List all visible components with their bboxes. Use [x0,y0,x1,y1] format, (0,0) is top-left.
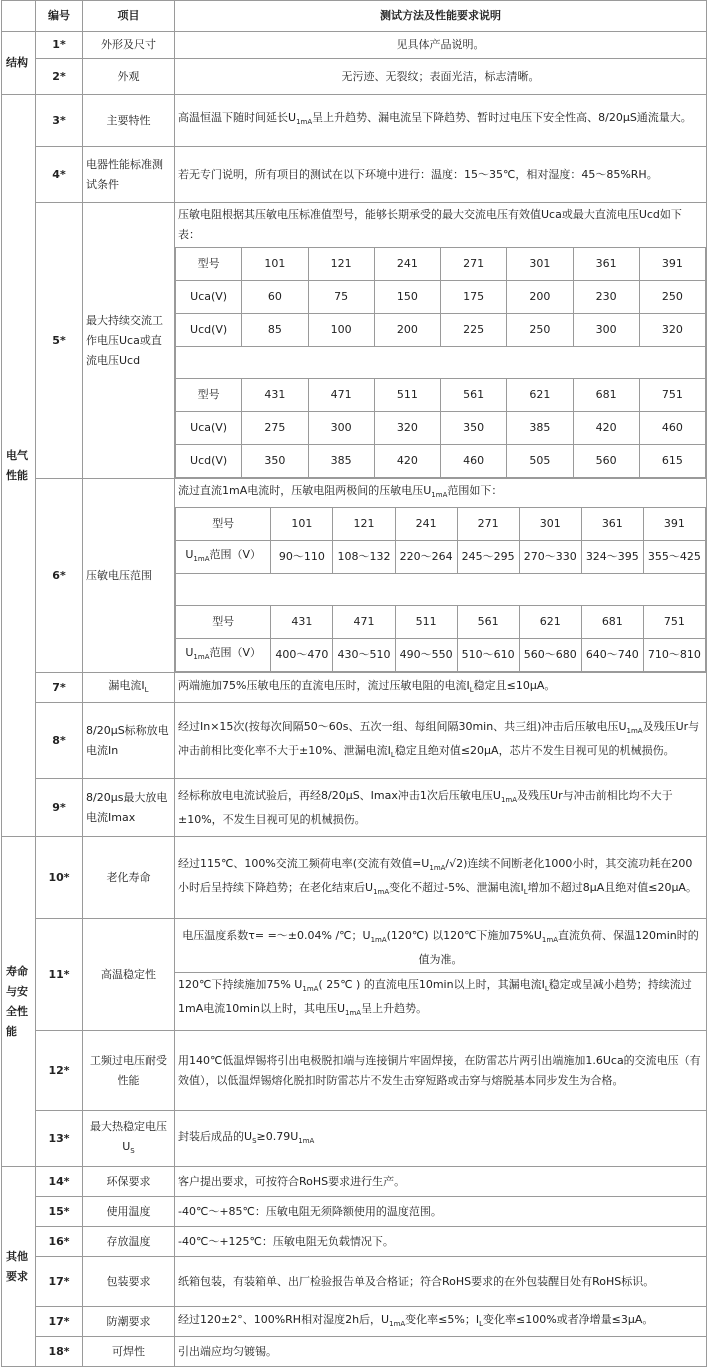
row-num: 18* [36,1337,83,1367]
sub-table-cell: 60 [242,281,308,314]
sub-table-cell: 101 [242,248,308,281]
sub-table-cell: 460 [639,412,705,445]
sub-table-cell: 301 [519,508,581,541]
sub-table-cell: 391 [643,508,705,541]
sub-table-cell: 361 [573,248,639,281]
sub-table-cell: 460 [441,445,507,478]
subscript-text: 1mA [193,653,210,662]
row-item: 使用温度 [83,1197,175,1227]
text-fragment: 增加不超过8μA且绝对值≤20μA。 [527,880,697,894]
row-num: 10* [36,837,83,919]
sub-table-cell: 324～395 [581,541,643,574]
row-item: 高温稳定性 [83,919,175,1031]
sub-table-cell: 250 [639,281,705,314]
text-fragment: 120℃下持续施加75% U [178,978,303,992]
row-num: 3* [36,95,83,147]
sub-table-cell: 615 [639,445,705,478]
row-num: 9* [36,779,83,837]
text-fragment: 呈上升趋势、漏电流呈下降趋势、暂时过电压下安全性高、8/20μS通流量大。 [312,111,692,125]
stability-note [175,973,706,1025]
sub-table-cell: 200 [507,281,573,314]
table-row [2,919,707,1031]
category-electrical: 电气性能 [2,95,36,837]
sub-table-cell: 511 [374,379,440,412]
text-fragment: 变化率≤100%或者净增量≤3μA。 [483,1312,654,1326]
header-num: 编号 [36,1,83,32]
row-desc: 用140℃低温焊锡将引出电极脱扣端与连接铜片牢固焊接，在防雷芯片两引出端施加1.6Uca的交流电压（有效值），以低温焊锡熔化脱扣时防雷芯片不发生击穿短路或击穿与熔脱基本同步发生为合格。 [175,1031,707,1111]
text-fragment: 漏电流I [108,678,145,692]
row-desc: 无污迹、无裂纹；表面光洁，标志清晰。 [175,59,707,95]
row-desc: 引出端应均匀镀锡。 [175,1337,707,1367]
text-fragment: 经过In×15次(按每次间隔50～60s、五次一组、每组间隔30min、共三组)冲击后压敏电压U [178,719,627,733]
text-fragment: 变化不超过-5%、泄漏电流I [389,880,524,894]
sub-table-cell: 220～264 [395,541,457,574]
ucd-row [176,314,706,347]
row-desc: 客户提出要求，可按符合RoHS要求进行生产。 [175,1167,707,1197]
row-desc [175,703,707,779]
header-category [2,1,36,32]
row-item [83,673,175,703]
row-item: 电器性能标准测试条件 [83,147,175,203]
sub-table-cell: 85 [242,314,308,347]
sub-table-cell: 225 [441,314,507,347]
sub-table-cell: 175 [441,281,507,314]
table-row [2,1197,707,1227]
sub-table-cell: Uca(V) [176,412,242,445]
uca-cell [175,203,707,479]
sub-table-cell: 681 [581,606,643,639]
row-item: 防潮要求 [83,1307,175,1337]
spacer [175,347,706,378]
sub-table-cell: 350 [242,445,308,478]
sub-table-cell: 241 [395,508,457,541]
row-num: 6* [36,479,83,673]
table-row [2,837,707,919]
sub-table-cell: 710～810 [643,639,705,672]
sub-table-cell: 751 [639,379,705,412]
range-model-row [176,606,706,639]
row-desc: -40℃～+85℃：压敏电阻无须降额使用的温度范围。 [175,1197,707,1227]
subscript-text: 1mA [302,985,319,994]
text-fragment: ( 25℃ ) 的直流电压10min以上时，其漏电流I [318,978,545,992]
text-fragment: U [185,646,194,660]
text-fragment: /√2)连续不间断老化1000小时，其交流功耗在200小时后呈持续下降趋势；在老化结束后U [178,856,693,894]
sub-table-cell: 621 [507,379,573,412]
table-row [2,479,707,673]
sub-table-cell: 430～510 [333,639,395,672]
sub-table-cell: 561 [441,379,507,412]
sub-table-cell: 型号 [176,606,271,639]
row-item: 8/20μS标称放电电流In [83,703,175,779]
sub-table-cell: 751 [643,606,705,639]
text-fragment: 直流负荷、保温120min时的值为准。 [418,928,699,967]
subscript-text: 1mA [193,555,210,564]
sub-table-cell: 121 [333,508,395,541]
table-row [2,95,707,147]
row-desc [175,95,707,147]
row-item: 环保要求 [83,1167,175,1197]
sub-table-cell: 300 [573,314,639,347]
row-desc [175,1111,707,1167]
subscript-text: 1mA [431,491,448,500]
row-item [83,1111,175,1167]
table-row [2,1111,707,1167]
table-row [2,1167,707,1197]
ucd-row [176,445,706,478]
sub-table-cell: 681 [573,379,639,412]
row-item: 8/20μs最大放电电流Imax [83,779,175,837]
subscript-text: 1mA [345,1009,362,1018]
subscript-text: L [544,985,549,994]
text-fragment: 稳定且≤10μA。 [473,678,556,692]
sub-table-cell: 271 [457,508,519,541]
subscript-text: 1mA [429,863,446,872]
sub-table-cell: 560 [573,445,639,478]
table-row [2,1257,707,1307]
subscript-text: 1mA [298,1136,315,1145]
subscript-text: 1mA [296,118,313,127]
text-fragment: 经过120±2°、100%RH相对湿度2h后，U [178,1312,390,1326]
text-fragment: 及残压Ur与冲击前相比均不大于±10%，不发生目视可见的机械损伤。 [178,788,673,826]
row-item: 压敏电压范围 [83,479,175,673]
row-num: 11* [36,919,83,1031]
row-desc: 见具体产品说明。 [175,32,707,59]
subscript-text: 1mA [373,887,390,896]
sub-table-cell: 505 [507,445,573,478]
subscript-text: 1mA [626,726,643,735]
subscript-text: L [469,685,474,694]
text-fragment: 经过115℃、100%交流工频荷电率(交流有效值=U [178,856,430,870]
table-row [2,1031,707,1111]
sub-table-cell: 100 [308,314,374,347]
sub-table-cell: 271 [441,248,507,281]
sub-table-cell: Ucd(V) [176,445,242,478]
sub-table-cell: 355～425 [643,541,705,574]
row-desc [175,479,706,507]
text-fragment: 稳定或呈减小趋势；持续流过1mA电流10min以上时，其电压U [178,978,692,1016]
sub-table-cell: 121 [308,248,374,281]
row-item: 可焊性 [83,1337,175,1367]
sub-table-cell: 471 [333,606,395,639]
sub-table-cell: 560～680 [519,639,581,672]
sub-table-cell: 431 [271,606,333,639]
row-num: 4* [36,147,83,203]
sub-table-cell: 471 [308,379,374,412]
uca-row [176,412,706,445]
range-table-1 [175,507,706,574]
sub-table-cell: 361 [581,508,643,541]
sub-table-cell: 640～740 [581,639,643,672]
row-num: 7* [36,673,83,703]
text-fragment: 变化率≤5%；I [405,1312,480,1326]
table-row [2,32,707,59]
sub-table-cell: 101 [271,508,333,541]
row-desc [175,779,707,837]
row-num: 13* [36,1111,83,1167]
range-model-row [176,508,706,541]
uca-model-row [176,379,706,412]
row-desc [175,1307,707,1337]
sub-table-cell: 561 [457,606,519,639]
row-num: 15* [36,1197,83,1227]
sub-table-cell: 385 [308,445,374,478]
subscript-text: L [479,1319,483,1328]
uca-table-1 [175,247,706,347]
table-row [2,1307,707,1337]
row-desc: 若无专门说明，所有项目的测试在以下环境中进行：温度：15～35℃，相对湿度：45～85%RH。 [175,147,707,203]
subscript-text: L [390,750,395,759]
text-fragment: 范围（V） [209,548,262,562]
sub-table-cell: 400～470 [271,639,333,672]
sub-table-cell: 250 [507,314,573,347]
table-row [2,147,707,203]
row-desc: 压敏电阻根据其压敏电压标准值型号，能够长期承受的最大交流电压有效值Uca或最大直流电压Ucd如下表： [178,208,682,241]
range-cell [175,479,707,673]
subscript-text: S [130,1146,135,1155]
sub-table-cell: 350 [441,412,507,445]
spec-table [1,0,707,1367]
sub-table-cell: 241 [374,248,440,281]
text-fragment: 范围如下： [447,484,503,497]
row-item: 存放温度 [83,1227,175,1257]
temp-coefficient-note [175,924,706,973]
sub-table-cell: 420 [374,445,440,478]
row-num: 17* [36,1307,83,1337]
table-row [2,673,707,703]
row-num: 16* [36,1227,83,1257]
text-fragment: 封装后成品的U [178,1129,253,1143]
uca-row [176,281,706,314]
subscript-text: 1mA [500,795,518,804]
table-row [2,703,707,779]
range-row [176,541,706,574]
header-item: 项目 [83,1,175,32]
sub-table-cell: 270～330 [519,541,581,574]
sub-table-cell: 75 [308,281,374,314]
text-fragment: 呈上升趋势。 [361,1002,428,1016]
sub-table-cell: 275 [242,412,308,445]
table-row [2,779,707,837]
text-fragment: 及残压Ur与冲击前相比变化率不大于±10%、泄漏电流I [178,719,700,757]
sub-table-cell: 90～110 [271,541,333,574]
row-desc: 纸箱包装，有装箱单、出厂检验报告单及合格证；符合RoHS要求的在外包装醒目处有RoHS标识。 [175,1257,707,1307]
sub-table-cell: 150 [374,281,440,314]
category-structure: 结构 [2,32,36,95]
sub-table-cell: 511 [395,606,457,639]
text-fragment: 范围（V） [209,646,262,660]
sub-table-cell: 型号 [176,508,271,541]
sub-table-cell: 490～550 [395,639,457,672]
header-desc: 测试方法及性能要求说明 [175,1,707,32]
row-item: 工频过电压耐受性能 [83,1031,175,1111]
sub-table-cell [176,541,271,574]
row-item: 包装要求 [83,1257,175,1307]
subscript-text: 1mA [370,936,387,945]
text-fragment: 电压温度系数τ= =～±0.04% /℃；U [182,928,371,942]
text-fragment: 两端施加75%压敏电压的直流电压时，流过压敏电阻的电流I [178,678,470,692]
range-table-2 [175,605,706,672]
sub-table-cell: 320 [374,412,440,445]
sub-table-cell: 420 [573,412,639,445]
table-row [2,1337,707,1367]
row-item: 外观 [83,59,175,95]
sub-table-cell: 230 [573,281,639,314]
sub-table-cell: 320 [639,314,705,347]
sub-table-cell: 245～295 [457,541,519,574]
text-fragment: 流过直流1mA电流时，压敏电阻两极间的压敏电压U [178,484,432,497]
sub-table-cell: 300 [308,412,374,445]
table-row [2,59,707,95]
sub-table-cell: 391 [639,248,705,281]
row-desc [175,673,707,703]
row-num: 5* [36,203,83,479]
text-fragment: 最大热稳定电压U [90,1119,167,1153]
sub-table-cell: 621 [519,606,581,639]
text-fragment: ≥0.79U [256,1129,299,1143]
sub-table-cell: 510～610 [457,639,519,672]
sub-table-cell: 301 [507,248,573,281]
uca-model-row [176,248,706,281]
row-num: 14* [36,1167,83,1197]
category-life: 寿命与安全性能 [2,837,36,1167]
subscript-text: 1mA [389,1319,406,1328]
subscript-text: L [144,685,149,694]
uca-table-2 [175,378,706,478]
sub-table-cell: Uca(V) [176,281,242,314]
sub-table-cell: 108～132 [333,541,395,574]
table-row [2,1227,707,1257]
header-row [2,1,707,32]
row-num: 2* [36,59,83,95]
spacer [175,574,706,605]
row-desc: -40℃～+125℃：压敏电阻无负载情况下。 [175,1227,707,1257]
row-num: 8* [36,703,83,779]
row-num: 17* [36,1257,83,1307]
row-item: 主要特性 [83,95,175,147]
sub-table-cell: Ucd(V) [176,314,242,347]
category-other: 其他要求 [2,1167,36,1367]
sub-table-cell [176,639,271,672]
text-fragment: 经标称放电电流试验后，再经8/20μS、Imax冲击1次后压敏电压U [178,788,501,802]
table-row [2,203,707,479]
text-fragment: (120℃) 以120℃下施加75%U [386,928,542,942]
sub-table-cell: 385 [507,412,573,445]
sub-table-cell: 型号 [176,248,242,281]
range-row [176,639,706,672]
text-fragment: U [185,548,194,562]
sub-table-cell: 431 [242,379,308,412]
subscript-text: 1mA [541,936,558,945]
row-item: 老化寿命 [83,837,175,919]
row-num: 1* [36,32,83,59]
row-num: 12* [36,1031,83,1111]
row-item: 最大持续交流工作电压Uca或直流电压Ucd [83,203,175,479]
text-fragment: 稳定且绝对值≤20μA，芯片不发生目视可见的机械损伤。 [394,743,675,757]
subscript-text: L [523,887,528,896]
row-desc [175,837,707,919]
sub-table-cell: 200 [374,314,440,347]
subscript-text: S [252,1136,257,1145]
row-desc [175,919,707,1031]
text-fragment: 高温恒温下随时间延长U [178,111,297,125]
row-item: 外形及尺寸 [83,32,175,59]
sub-table-cell: 型号 [176,379,242,412]
